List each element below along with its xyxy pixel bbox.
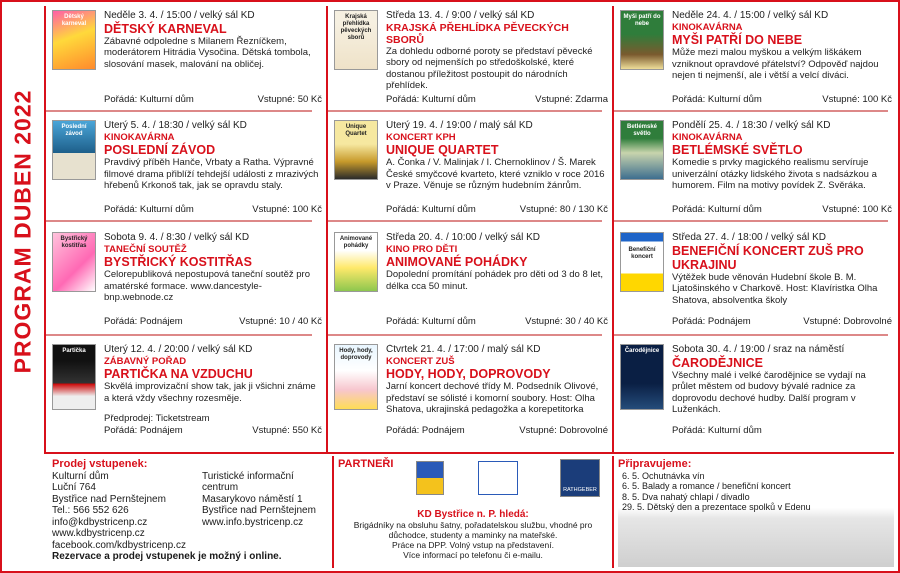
event-price: Vstupné: 50 Kč [257, 93, 322, 105]
event-title: PARTIČKA NA VZDUCHU [104, 367, 253, 381]
event-poster: Dětský karneval [52, 10, 96, 70]
partner-logo-fund [478, 461, 518, 495]
event-organizer: Pořádá: Kulturní dům [672, 203, 762, 215]
event-poster: Betlémské světlo [620, 120, 664, 180]
divider [328, 220, 602, 222]
event-date: Sobota 30. 4. / 19:00 / sraz na náměstí [672, 344, 845, 355]
event-price: Vstupné: Zdarma [535, 93, 608, 105]
event-card [620, 10, 894, 105]
event-description: Pravdivý příběh Hanče, Vrbaty a Ratha. Výpravné filmové drama přiblíží tehdejší události z mrazivých hřebenů Krkonoš tak, jak se opravdu staly. [104, 157, 319, 191]
event-description: Výtěžek bude věnován Hudební škole B. M. Ljatošinského v Charkově. Host: Klavíristka Olha Shatova, absolventka školy [672, 271, 878, 306]
facebook-link[interactable]: facebook.com/kdbystricenp.cz [52, 539, 186, 551]
event-title: UNIQUE QUARTET [386, 143, 499, 157]
partners [338, 458, 608, 493]
event-organizer: Pořádá: Kulturní dům [386, 93, 476, 105]
event-organizer: Pořádá: Kulturní dům [386, 315, 476, 327]
event-description: A. Čonka / V. Malinjak / I. Chernoklinov / Š. Marek České smyčcové kvarteto, které vzniklo v roce 2016 v Praze. Věnuje se různým hudebním žánrům. [386, 157, 605, 191]
divider [44, 6, 46, 452]
upcoming-item: 6. 5. Balady a romance / benefiční koncert [622, 481, 791, 491]
event-presale: Předprodej: Ticketstream [104, 412, 210, 424]
event-price: Vstupné: 80 / 130 Kč [519, 203, 608, 215]
event-price: Vstupné: 550 Kč [252, 424, 322, 436]
divider [44, 452, 894, 454]
event-card [334, 10, 610, 105]
event-category: TANEČNÍ SOUTĚŽ [104, 243, 187, 255]
divider [46, 334, 312, 336]
event-price: Vstupné: 100 Kč [822, 93, 892, 105]
event-card [334, 232, 610, 327]
event-title: BYSTŘICKÝ KOSTITŘAS [104, 255, 252, 269]
event-category: KINO PRO DĚTI [386, 243, 458, 255]
event-poster: Poslední závod [52, 120, 96, 180]
hiring-heading: KD Bystřice n. P. hledá: [417, 509, 529, 520]
event-card [52, 344, 324, 436]
upcoming-heading: Připravujeme: [618, 458, 692, 470]
event-organizer: Pořádá: Podnájem [104, 424, 183, 436]
event-date: Pondělí 25. 4. / 18:30 / velký sál KD [672, 120, 831, 131]
divider [612, 456, 614, 568]
event-card [52, 10, 324, 105]
upcoming-item: 6. 5. Ochutnávka vín [622, 470, 705, 481]
divider [332, 456, 334, 568]
event-category: ZÁBAVNÝ POŘAD [104, 355, 187, 367]
event-description: Za dohledu odborné poroty se představí pěvecké sbory od nejmenších po středoškolské, které dostanou příležitost postoupit do národních přehlídek. [386, 45, 593, 91]
event-poster: Krajská přehlídka pěveckých sborů [334, 10, 378, 70]
divider [46, 220, 312, 222]
event-organizer: Pořádá: Kulturní dům [672, 424, 762, 436]
divider [328, 334, 602, 336]
divider [328, 110, 602, 112]
event-card [52, 120, 324, 215]
upcoming [618, 459, 894, 567]
email-link[interactable]: info@kdbystricenp.cz [52, 516, 148, 528]
event-title: MYŠI PATŘÍ DO NEBE [672, 33, 803, 47]
event-poster: Bystřický kostitřas [52, 232, 96, 292]
event-category: KINOKAVÁRNA [104, 131, 175, 143]
event-category: KINOKAVÁRNA [672, 21, 743, 33]
upcoming-item: 8. 5. Dva nahatý chlapi / divadlo [622, 491, 750, 502]
divider [612, 6, 614, 452]
event-price: Vstupné: 100 Kč [822, 203, 892, 215]
event-title: KRAJSKÁ PŘEHLÍDKA PĚVECKÝCH SBORŮ [386, 21, 569, 46]
event-price: Vstupné: Dobrovolné [803, 315, 892, 327]
event-poster: Partička [52, 344, 96, 410]
event-date: Středa 27. 4. / 18:00 / velký sál KD [672, 232, 826, 243]
event-title: BETLÉMSKÉ SVĚTLO [672, 143, 803, 157]
side-title: PROGRAM DUBEN 2022 [9, 89, 36, 373]
ticket-sales: Prodej vstupenek: Kulturní dům Luční 764 Bystřice nad Pernštejnem Tel.: 566 552 626 info@kdbystricenp.cz www.kdbystricenp.cz facebook.com/kdbystricenp.cz Turistické informační centrum Masarykovo náměstí 1 Bystřice nad Pernštejnem www.info.bystricenp.cz Rezervace a prodej vstupenek je možný i online. [52, 459, 327, 563]
event-poster: Animované pohádky [334, 232, 378, 292]
event-description: Může mezi malou myškou a velkým liškákem vzniknout opravdové přátelství? Odpověď najdou nejen ti nejmenší, ale i větší a velcí diváci. [672, 47, 879, 81]
event-date: Úterý 19. 4. / 19:00 / malý sál KD [386, 120, 533, 131]
divider [326, 6, 328, 452]
divider [614, 334, 888, 336]
event-card [620, 232, 894, 327]
event-poster: Čarodějnice [620, 344, 664, 410]
event-category: KINOKAVÁRNA [672, 131, 743, 143]
event-poster: Unique Quartet [334, 120, 378, 180]
event-date: Čtvrtek 21. 4. / 17:00 / malý sál KD [386, 344, 541, 355]
event-poster: Benefiční koncert [620, 232, 664, 292]
event-date: Středa 20. 4. / 10:00 / velký sál KD [386, 232, 540, 243]
event-price: Vstupné: Dobrovolné [519, 424, 608, 436]
event-date: Úterý 5. 4. / 18:30 / velký sál KD [104, 120, 247, 131]
event-organizer: Pořádá: Kulturní dům [672, 93, 762, 105]
partner-logo-rathgeber: RATHGEBER [560, 459, 600, 497]
divider [614, 110, 888, 112]
event-poster: Myši patří do nebe [620, 10, 664, 70]
event-card [334, 344, 610, 436]
event-description: Celorepubliková nepostupová taneční soutěž pro amatérské formace. www.dancestyle-bnp.webnode.cz [104, 269, 310, 303]
event-poster: Hody, hody, doprovody [334, 344, 378, 410]
event-description: Skvělá improvizační show tak, jak ji všichni známe a která vždy všechny rozesměje. [104, 381, 316, 404]
event-category: KONCERT KPH [386, 131, 456, 143]
event-title: DĚTSKÝ KARNEVAL [104, 21, 227, 36]
event-organizer: Pořádá: Kulturní dům [104, 203, 194, 215]
event-price: Vstupné: 100 Kč [252, 203, 322, 215]
event-card [620, 120, 894, 215]
upcoming-item: 29. 5. Dětský den a prezentace spolků v Edenu [622, 502, 811, 512]
event-title: ČARODĚJNICE [672, 355, 763, 370]
event-organizer: Pořádá: Podnájem [386, 424, 465, 436]
hiring-notice: KD Bystřice n. P. hledá: Brigádníky na obsluhu šatny, pořadatelskou službu, vhodné pro důchodce, studenty a maminky na mateřské. Práce na DPP. Volný vstup na představení. Více informací po telefonu či e-mailu. [338, 510, 608, 560]
divider [46, 110, 312, 112]
event-description: Dopolední promítání pohádek pro děti od 3 do 8 let, délka cca 50 minut. [386, 269, 604, 292]
event-date: Neděle 24. 4. / 15:00 / velký sál KD [672, 10, 829, 21]
event-organizer: Pořádá: Kulturní dům [386, 203, 476, 215]
event-description: Zábavné odpoledne s Milanem Řezníčkem, moderátorem Hitrádia Vysočina. Dětská tombola, slosování masek, malování na obličej. [104, 35, 311, 70]
sales-heading: Prodej vstupenek: [52, 458, 148, 470]
event-organizer: Pořádá: Podnájem [104, 315, 183, 327]
tic-website-link[interactable]: www.info.bystricenp.cz [201, 516, 304, 528]
event-description: Všechny malé i velké čarodějnice se vydají na průlet městem od budovy bývalé radnice za doprovodu dechové hudby. Další program v Luženkách. [672, 369, 866, 415]
event-category: KONCERT ZUŠ [386, 355, 455, 367]
partners-heading: PARTNEŘI [338, 458, 394, 470]
event-price: Vstupné: 30 / 40 Kč [525, 315, 608, 327]
event-card [620, 344, 894, 436]
event-title: HODY, HODY, DOPROVODY [386, 367, 551, 381]
divider [614, 220, 888, 222]
website-link[interactable]: www.kdbystricenp.cz [52, 528, 145, 539]
event-date: Sobota 9. 4. / 8:30 / velký sál KD [104, 232, 250, 243]
event-card [334, 120, 610, 215]
event-date: Středa 13. 4. / 9:00 / velký sál KD [386, 10, 535, 21]
event-date: Neděle 3. 4. / 15:00 / velký sál KD [104, 10, 255, 21]
event-description: Komedie s prvky magického realismu servíruje univerzální otázky lidského života s nadsázkou a humorem. Film na motivy povídek Z. Svěráka. [672, 157, 877, 191]
event-description: Jarní koncert dechové třídy M. Podsedník Olivové, představí se sólisté i komorní soubory. Host: Olha Shatova, ukrajinská pedagožka a korepetitorka [386, 381, 599, 415]
event-organizer: Pořádá: Podnájem [672, 315, 751, 327]
event-title: BENEFIČNÍ KONCERT ZUŠ PRO UKRAJINU [672, 243, 864, 272]
event-card [52, 232, 324, 327]
event-title: ANIMOVANÉ POHÁDKY [386, 255, 528, 269]
event-title: POSLEDNÍ ZÁVOD [104, 143, 216, 157]
sales-note: Rezervace a prodej vstupenek je možný i online. [52, 551, 282, 562]
event-date: Úterý 12. 4. / 20:00 / velký sál KD [104, 344, 253, 355]
event-organizer: Pořádá: Kulturní dům [104, 93, 194, 105]
event-price: Vstupné: 10 / 40 Kč [239, 315, 322, 327]
partner-logo-coat-of-arms [416, 461, 444, 495]
